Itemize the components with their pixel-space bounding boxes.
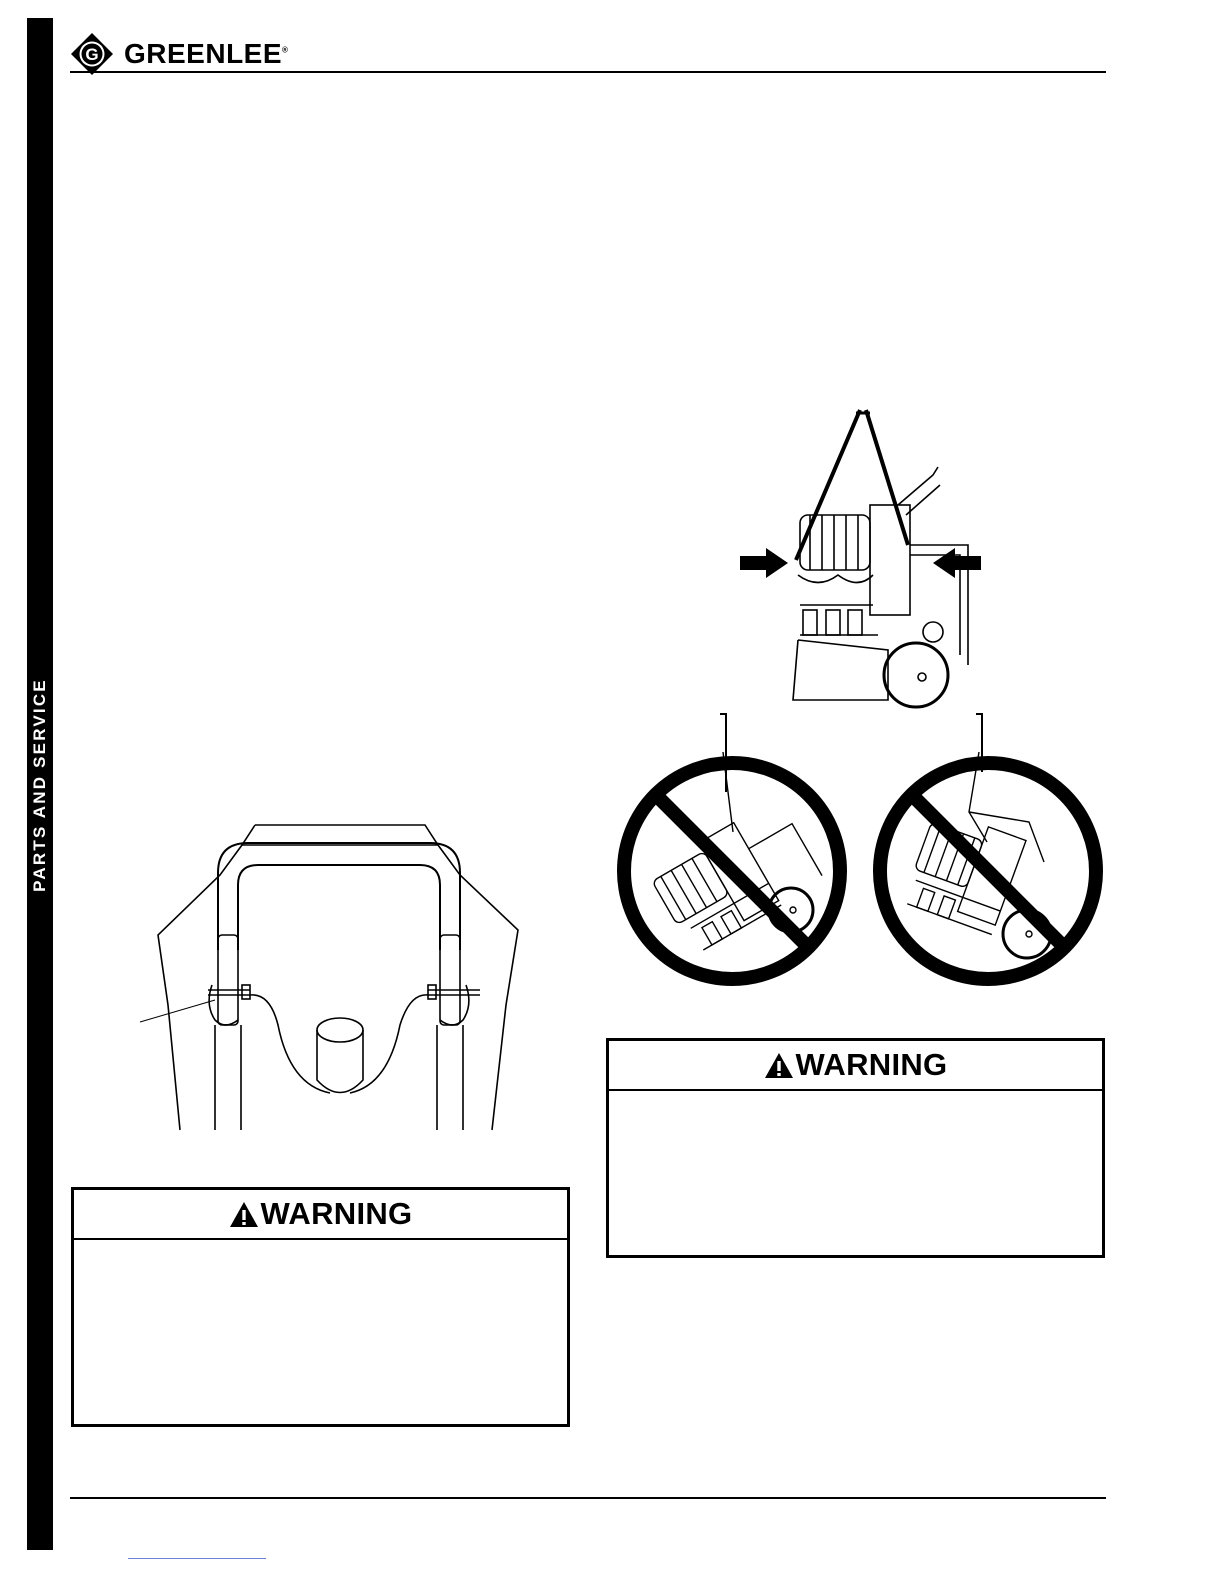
- correct-lifting-illustration: [738, 405, 983, 705]
- push-arrow-icon: [933, 548, 981, 578]
- footer-link-underline[interactable]: [128, 1558, 266, 1559]
- greenlee-logo: [70, 32, 288, 76]
- incorrect-lifting-illustration-2: [869, 712, 1107, 990]
- brand-text: GREENLEE: [124, 38, 283, 69]
- prohibition-icon: [880, 763, 1096, 979]
- logo-letter: G: [85, 45, 99, 64]
- push-arrow-icon: [740, 548, 788, 578]
- prohibition-icon: [624, 763, 840, 979]
- warning-title: WARNING: [260, 1196, 413, 1231]
- warning-box-left: [71, 1187, 570, 1427]
- incorrect-lifting-illustration-1: [613, 712, 851, 990]
- footer-rule: [70, 1497, 1106, 1499]
- bender-handle-illustration: [120, 815, 530, 1135]
- warning-box-right: [606, 1038, 1105, 1258]
- greenlee-logo-icon: [70, 32, 114, 76]
- warning-header: [609, 1041, 1102, 1091]
- header-rule: [70, 71, 1106, 73]
- registered-mark: ®: [282, 45, 289, 55]
- warning-triangle-icon: [764, 1052, 794, 1079]
- warning-title: WARNING: [795, 1047, 948, 1082]
- warning-triangle-icon: [229, 1201, 259, 1228]
- warning-header: [74, 1190, 567, 1240]
- side-tab-label: PARTS AND SERVICE: [30, 678, 49, 892]
- brand-name: [124, 38, 288, 70]
